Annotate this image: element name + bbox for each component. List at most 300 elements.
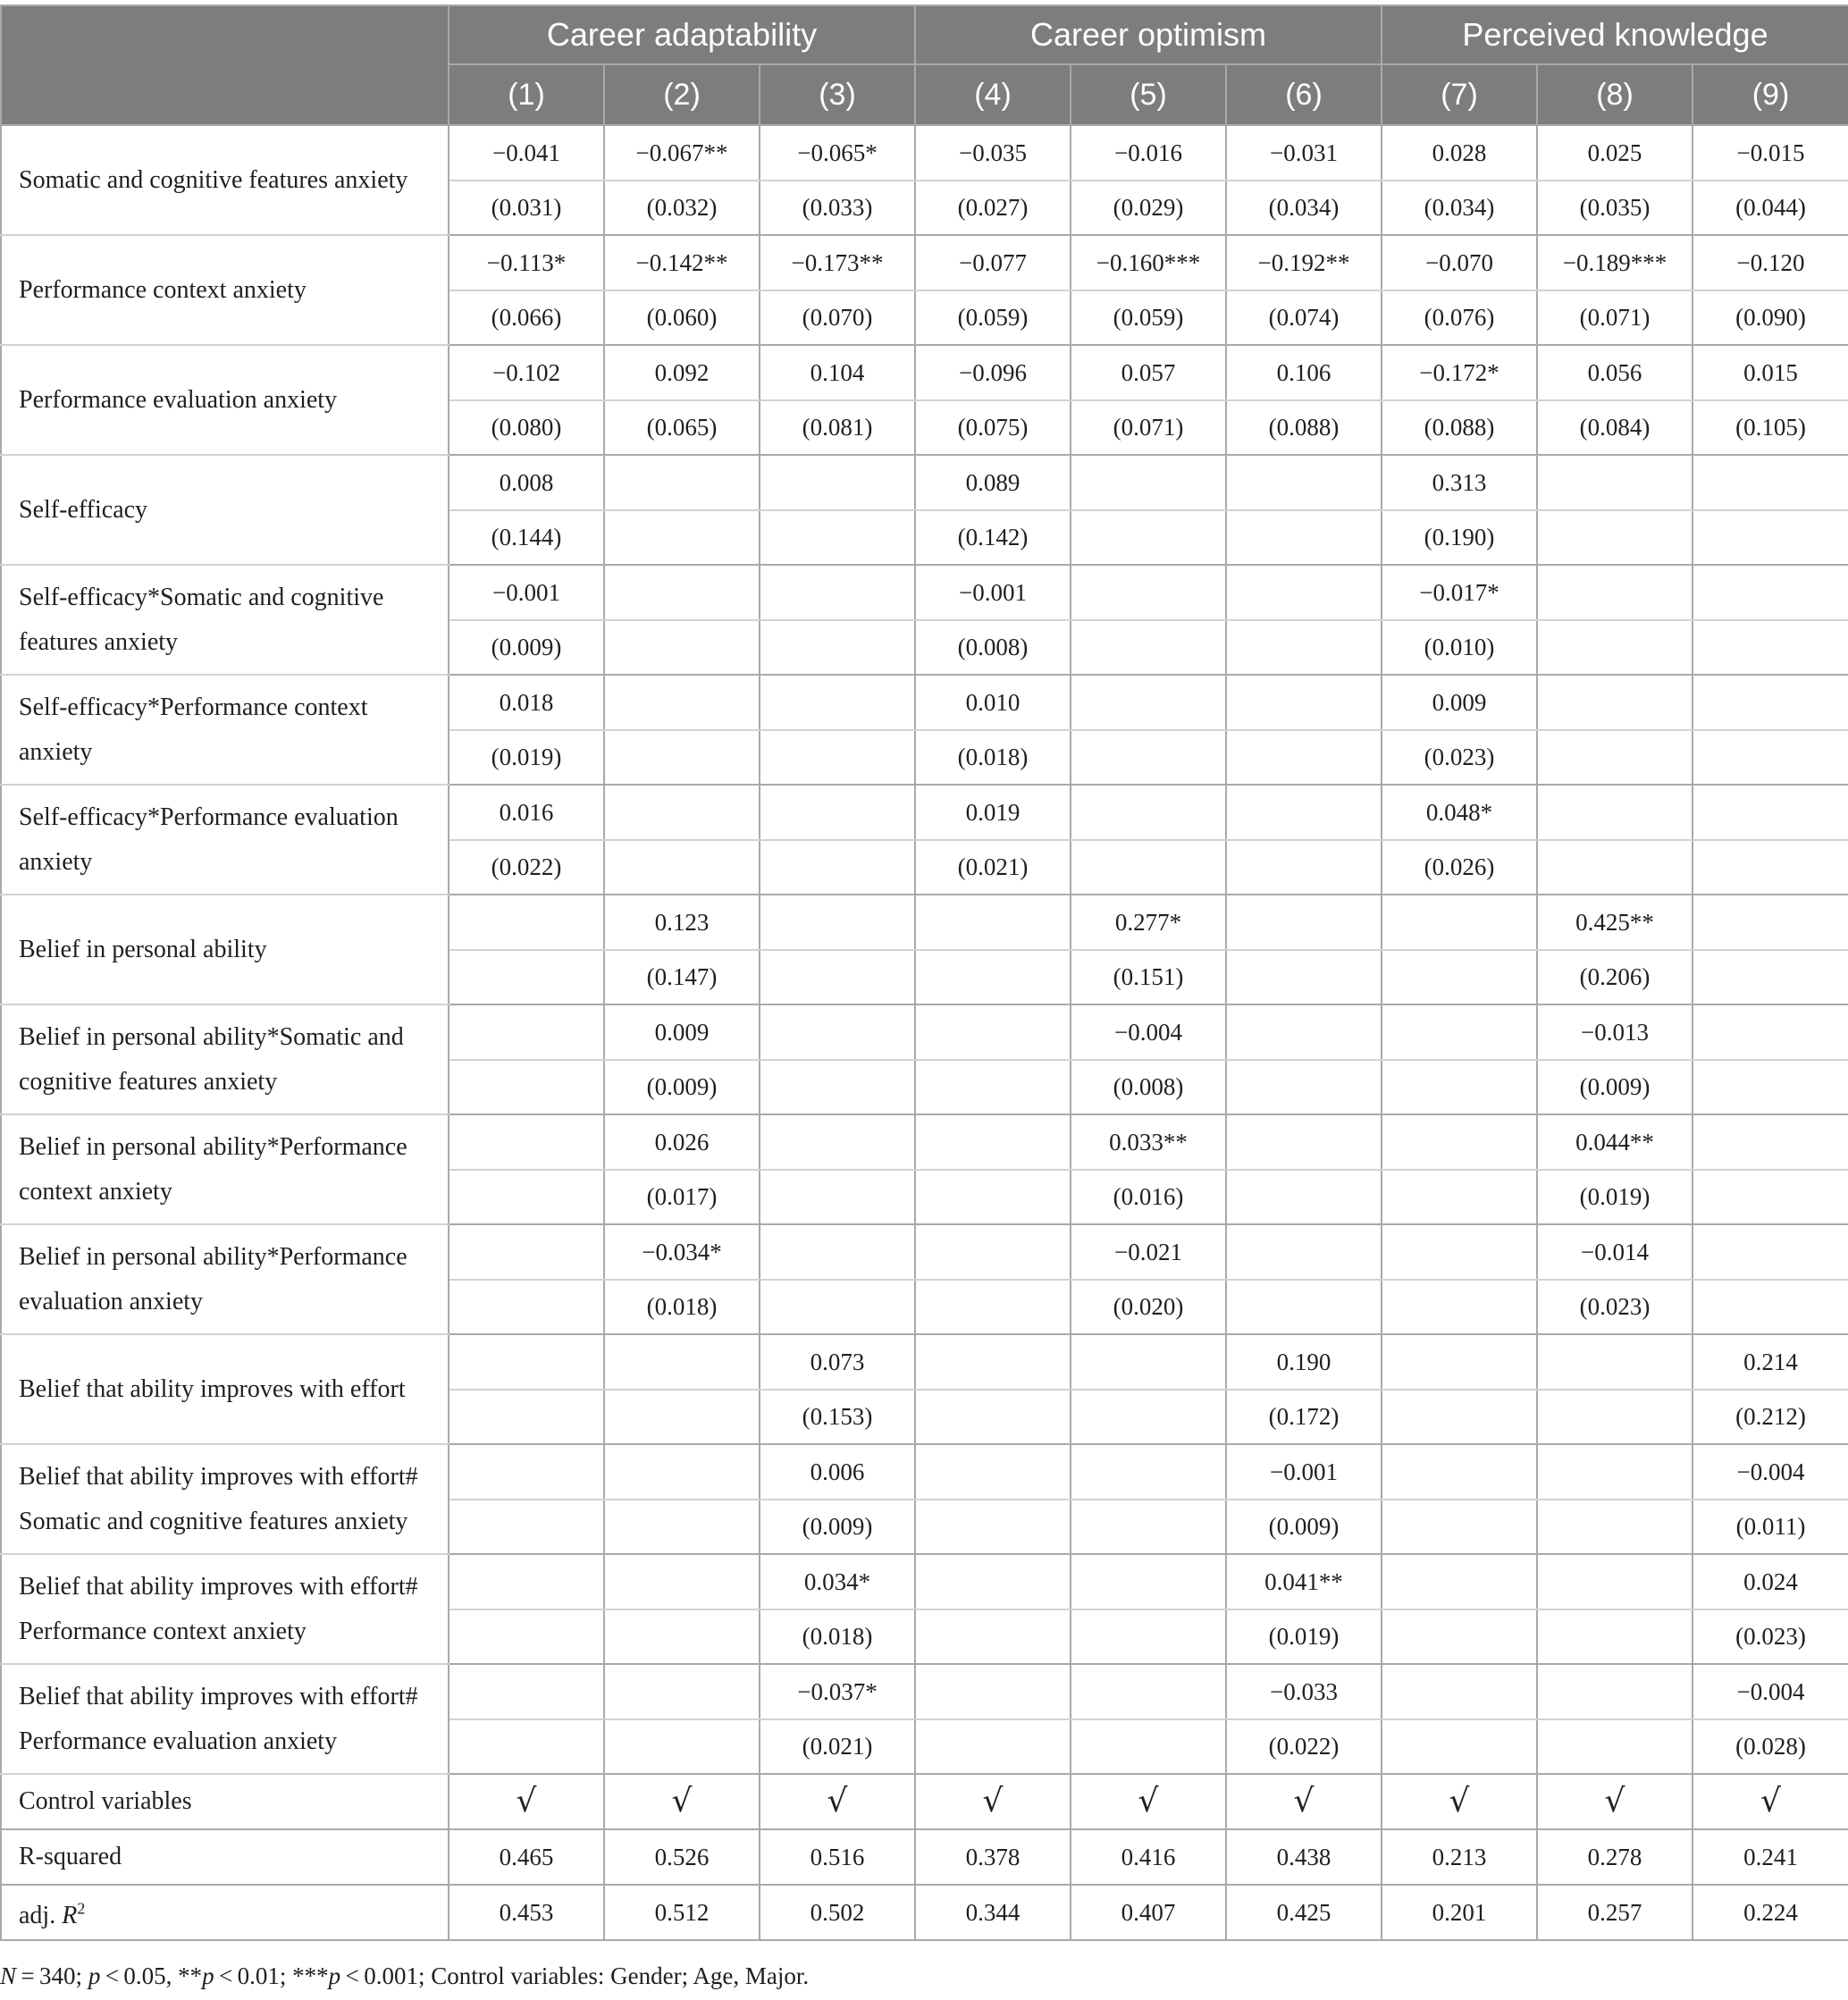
coefficient-cell: −0.014 xyxy=(1537,1224,1693,1280)
standard-error-cell xyxy=(1693,840,1848,895)
standard-error-cell: (0.009) xyxy=(1537,1060,1693,1115)
coefficient-cell xyxy=(1226,1114,1382,1170)
coefficient-cell: −0.031 xyxy=(1226,125,1382,181)
group-career-optimism: Career optimism xyxy=(915,5,1382,64)
standard-error-cell: (0.090) xyxy=(1693,290,1848,346)
table-row xyxy=(1,1004,1848,1060)
standard-error-cell xyxy=(449,950,604,1005)
standard-error-cell: (0.026) xyxy=(1382,840,1537,895)
coefficient-cell xyxy=(1071,1444,1226,1500)
coefficient-cell xyxy=(760,1004,915,1060)
standard-error-cell xyxy=(1693,510,1848,566)
coefficient-cell: 0.214 xyxy=(1693,1334,1848,1390)
standard-error-cell: (0.019) xyxy=(1226,1609,1382,1665)
model-number-7: (7) xyxy=(1382,64,1537,125)
coefficient-cell xyxy=(1382,1664,1537,1719)
standard-error-cell: (0.009) xyxy=(760,1500,915,1555)
coefficient-cell xyxy=(1537,785,1693,840)
coefficient-cell: 0.092 xyxy=(604,345,760,400)
standard-error-cell xyxy=(1382,1609,1537,1665)
standard-error-cell xyxy=(915,950,1071,1005)
coefficient-cell: 0.123 xyxy=(604,895,760,950)
standard-error-cell: (0.029) xyxy=(1071,181,1226,236)
summary-value-cell: 0.257 xyxy=(1537,1885,1693,1940)
coefficient-cell: −0.004 xyxy=(1693,1444,1848,1500)
coefficient-cell: 0.025 xyxy=(1537,125,1693,181)
standard-error-cell xyxy=(915,1390,1071,1445)
coefficient-cell xyxy=(449,1664,604,1719)
standard-error-cell: (0.009) xyxy=(604,1060,760,1115)
summary-value-cell: 0.201 xyxy=(1382,1885,1537,1940)
model-number-4: (4) xyxy=(915,64,1071,125)
standard-error-cell: (0.018) xyxy=(604,1280,760,1335)
group-career-adaptability: Career adaptability xyxy=(449,5,915,64)
coefficient-cell xyxy=(1226,785,1382,840)
standard-error-cell xyxy=(1226,620,1382,676)
standard-error-cell: (0.071) xyxy=(1537,290,1693,346)
coefficient-cell: −0.015 xyxy=(1693,125,1848,181)
coefficient-cell xyxy=(1693,565,1848,620)
standard-error-cell xyxy=(604,620,760,676)
model-number-3: (3) xyxy=(760,64,915,125)
standard-error-cell: (0.084) xyxy=(1537,400,1693,456)
standard-error-cell: (0.075) xyxy=(915,400,1071,456)
standard-error-cell xyxy=(449,1280,604,1335)
standard-error-cell xyxy=(915,1170,1071,1225)
coefficient-cell xyxy=(604,1334,760,1390)
coefficient-cell xyxy=(1226,1224,1382,1280)
standard-error-cell xyxy=(915,1280,1071,1335)
coefficient-cell: −0.037* xyxy=(760,1664,915,1719)
standard-error-cell xyxy=(915,1060,1071,1115)
standard-error-cell xyxy=(760,730,915,786)
coefficient-cell: 0.057 xyxy=(1071,345,1226,400)
table-row xyxy=(1,345,1848,400)
variable-label: Belief that ability improves with effort# Performance evaluation anxiety xyxy=(1,1664,449,1774)
table-header xyxy=(1,5,1848,125)
coefficient-cell: −0.142** xyxy=(604,235,760,290)
table-row xyxy=(1,1114,1848,1170)
summary-value-cell: 0.465 xyxy=(449,1829,604,1885)
standard-error-cell xyxy=(1382,1719,1537,1775)
standard-error-cell xyxy=(760,620,915,676)
coefficient-cell: −0.189*** xyxy=(1537,235,1693,290)
standard-error-cell: (0.153) xyxy=(760,1390,915,1445)
coefficient-cell: 0.106 xyxy=(1226,345,1382,400)
model-number-9: (9) xyxy=(1693,64,1848,125)
coefficient-cell xyxy=(1071,785,1226,840)
standard-error-cell: (0.060) xyxy=(604,290,760,346)
coefficient-cell: −0.173** xyxy=(760,235,915,290)
standard-error-cell xyxy=(1693,620,1848,676)
coefficient-cell: 0.016 xyxy=(449,785,604,840)
coefficient-cell: −0.001 xyxy=(915,565,1071,620)
coefficient-cell xyxy=(1071,1554,1226,1609)
standard-error-cell: (0.018) xyxy=(760,1609,915,1665)
coefficient-cell xyxy=(1537,1554,1693,1609)
summary-value-cell: 0.378 xyxy=(915,1829,1071,1885)
coefficient-cell: 0.425** xyxy=(1537,895,1693,950)
standard-error-cell: (0.144) xyxy=(449,510,604,566)
footnote-sample-size: = 340; xyxy=(16,1962,88,1989)
standard-error-cell xyxy=(604,510,760,566)
coefficient-cell xyxy=(1226,895,1382,950)
coefficient-cell: −0.102 xyxy=(449,345,604,400)
standard-error-cell xyxy=(1537,1500,1693,1555)
standard-error-cell: (0.088) xyxy=(1382,400,1537,456)
coefficient-cell: −0.113* xyxy=(449,235,604,290)
coefficient-cell: 0.028 xyxy=(1382,125,1537,181)
coefficient-cell xyxy=(604,785,760,840)
variable-label: Belief in personal ability*Performance context anxiety xyxy=(1,1114,449,1224)
coefficient-cell: −0.172* xyxy=(1382,345,1537,400)
summary-value-cell: 0.344 xyxy=(915,1885,1071,1940)
check-mark-icon: √ xyxy=(1693,1774,1848,1829)
coefficient-cell xyxy=(915,1444,1071,1500)
standard-error-cell xyxy=(449,1500,604,1555)
standard-error-cell xyxy=(1537,1719,1693,1775)
standard-error-cell: (0.076) xyxy=(1382,290,1537,346)
coefficient-cell xyxy=(1693,785,1848,840)
coefficient-cell: 0.041** xyxy=(1226,1554,1382,1609)
standard-error-cell: (0.011) xyxy=(1693,1500,1848,1555)
coefficient-cell xyxy=(1071,675,1226,730)
check-mark-icon: √ xyxy=(1382,1774,1537,1829)
standard-error-cell xyxy=(1382,950,1537,1005)
coefficient-cell xyxy=(1226,455,1382,510)
standard-error-cell xyxy=(1071,620,1226,676)
coefficient-cell xyxy=(915,1554,1071,1609)
table-row xyxy=(1,455,1848,510)
summary-label: R-squared xyxy=(1,1829,449,1885)
standard-error-cell xyxy=(760,1060,915,1115)
summary-label: Control variables xyxy=(1,1774,449,1829)
standard-error-cell: (0.035) xyxy=(1537,181,1693,236)
standard-error-cell: (0.021) xyxy=(760,1719,915,1775)
standard-error-cell xyxy=(449,1060,604,1115)
table-row xyxy=(1,1334,1848,1390)
coefficient-cell xyxy=(1537,675,1693,730)
summary-value-cell: 0.407 xyxy=(1071,1885,1226,1940)
coefficient-cell xyxy=(1693,895,1848,950)
table-row xyxy=(1,895,1848,950)
coefficient-cell: −0.077 xyxy=(915,235,1071,290)
standard-error-cell: (0.212) xyxy=(1693,1390,1848,1445)
standard-error-cell: (0.010) xyxy=(1382,620,1537,676)
variable-label: Belief that ability improves with effort# Somatic and cognitive features anxiety xyxy=(1,1444,449,1554)
coefficient-cell xyxy=(449,1334,604,1390)
coefficient-cell xyxy=(760,1114,915,1170)
coefficient-cell: 0.313 xyxy=(1382,455,1537,510)
summary-row xyxy=(1,1885,1848,1940)
summary-value-cell: 0.516 xyxy=(760,1829,915,1885)
header-corner-cell xyxy=(1,5,449,125)
coefficient-cell xyxy=(1693,1224,1848,1280)
coefficient-cell: −0.120 xyxy=(1693,235,1848,290)
summary-value-cell: 0.438 xyxy=(1226,1829,1382,1885)
coefficient-cell: −0.004 xyxy=(1693,1664,1848,1719)
summary-value-cell: 0.213 xyxy=(1382,1829,1537,1885)
summary-label-text: adj. $R^2$ xyxy=(19,1899,86,1930)
table-footnote xyxy=(0,1962,809,1990)
coefficient-cell xyxy=(604,1444,760,1500)
table-row xyxy=(1,1554,1848,1609)
coefficient-cell xyxy=(915,1334,1071,1390)
table-row xyxy=(1,1664,1848,1719)
model-number-5: (5) xyxy=(1071,64,1226,125)
coefficient-cell: 0.056 xyxy=(1537,345,1693,400)
summary-value-cell: 0.526 xyxy=(604,1829,760,1885)
table-row xyxy=(1,1224,1848,1280)
summary-value-cell: 0.425 xyxy=(1226,1885,1382,1940)
standard-error-cell: (0.033) xyxy=(760,181,915,236)
standard-error-cell xyxy=(760,1170,915,1225)
standard-error-cell: (0.059) xyxy=(915,290,1071,346)
standard-error-cell xyxy=(1537,840,1693,895)
coefficient-cell: −0.004 xyxy=(1071,1004,1226,1060)
coefficient-cell: 0.019 xyxy=(915,785,1071,840)
coefficient-cell: 0.008 xyxy=(449,455,604,510)
standard-error-cell: (0.017) xyxy=(604,1170,760,1225)
coefficient-cell xyxy=(604,675,760,730)
coefficient-cell: 0.044** xyxy=(1537,1114,1693,1170)
coefficient-cell: 0.104 xyxy=(760,345,915,400)
standard-error-cell: (0.019) xyxy=(449,730,604,786)
footnote-p-symbol: p xyxy=(202,1962,214,1989)
standard-error-cell: (0.009) xyxy=(449,620,604,676)
standard-error-cell: (0.019) xyxy=(1537,1170,1693,1225)
variable-label: Somatic and cognitive features anxiety xyxy=(1,125,449,235)
standard-error-cell: (0.028) xyxy=(1693,1719,1848,1775)
standard-error-cell xyxy=(760,840,915,895)
standard-error-cell: (0.070) xyxy=(760,290,915,346)
check-mark-icon: √ xyxy=(1071,1774,1226,1829)
coefficient-cell: 0.009 xyxy=(604,1004,760,1060)
standard-error-cell: (0.066) xyxy=(449,290,604,346)
standard-error-cell: (0.081) xyxy=(760,400,915,456)
check-mark-icon: √ xyxy=(915,1774,1071,1829)
standard-error-cell: (0.021) xyxy=(915,840,1071,895)
standard-error-cell: (0.105) xyxy=(1693,400,1848,456)
summary-value-cell: 0.224 xyxy=(1693,1885,1848,1940)
standard-error-cell xyxy=(1071,730,1226,786)
summary-row xyxy=(1,1829,1848,1885)
table-body xyxy=(1,125,1848,1940)
standard-error-cell xyxy=(760,950,915,1005)
footnote-threshold-2: < 0.01; *** xyxy=(214,1962,329,1989)
coefficient-cell: −0.070 xyxy=(1382,235,1537,290)
standard-error-cell xyxy=(604,1719,760,1775)
standard-error-cell xyxy=(449,1719,604,1775)
coefficient-cell xyxy=(1382,1444,1537,1500)
standard-error-cell xyxy=(604,1500,760,1555)
coefficient-cell: 0.033** xyxy=(1071,1114,1226,1170)
standard-error-cell: (0.032) xyxy=(604,181,760,236)
coefficient-cell xyxy=(760,895,915,950)
standard-error-cell xyxy=(1226,510,1382,566)
standard-error-cell xyxy=(1693,950,1848,1005)
coefficient-cell xyxy=(1226,565,1382,620)
coefficient-cell xyxy=(1693,675,1848,730)
coefficient-cell xyxy=(449,895,604,950)
standard-error-cell: (0.190) xyxy=(1382,510,1537,566)
coefficient-cell xyxy=(604,1554,760,1609)
standard-error-cell: (0.022) xyxy=(1226,1719,1382,1775)
group-perceived-knowledge: Perceived knowledge xyxy=(1382,5,1848,64)
footnote-p-symbol: p xyxy=(88,1962,101,1989)
standard-error-cell xyxy=(449,1609,604,1665)
coefficient-cell xyxy=(915,1004,1071,1060)
coefficient-cell: −0.033 xyxy=(1226,1664,1382,1719)
coefficient-cell xyxy=(449,1224,604,1280)
coefficient-cell xyxy=(760,675,915,730)
coefficient-cell: −0.096 xyxy=(915,345,1071,400)
standard-error-cell xyxy=(449,1170,604,1225)
coefficient-cell xyxy=(449,1004,604,1060)
variable-label: Performance evaluation anxiety xyxy=(1,345,449,455)
standard-error-cell: (0.022) xyxy=(449,840,604,895)
regression-table xyxy=(0,4,1848,1941)
standard-error-cell xyxy=(449,1390,604,1445)
standard-error-cell: (0.206) xyxy=(1537,950,1693,1005)
standard-error-cell: (0.008) xyxy=(915,620,1071,676)
variable-label: Self-efficacy*Performance evaluation anxiety xyxy=(1,785,449,895)
coefficient-cell: 0.048* xyxy=(1382,785,1537,840)
model-number-2: (2) xyxy=(604,64,760,125)
standard-error-cell: (0.018) xyxy=(915,730,1071,786)
coefficient-cell xyxy=(915,1664,1071,1719)
standard-error-cell: (0.023) xyxy=(1693,1609,1848,1665)
standard-error-cell xyxy=(1537,1609,1693,1665)
coefficient-cell xyxy=(604,1664,760,1719)
footnote-threshold-1: < 0.05, ** xyxy=(100,1962,203,1989)
standard-error-cell xyxy=(1537,730,1693,786)
table-row xyxy=(1,125,1848,181)
standard-error-cell xyxy=(1226,840,1382,895)
variable-label: Self-efficacy*Somatic and cognitive features anxiety xyxy=(1,565,449,675)
coefficient-cell: 0.073 xyxy=(760,1334,915,1390)
coefficient-cell xyxy=(915,1114,1071,1170)
standard-error-cell: (0.020) xyxy=(1071,1280,1226,1335)
coefficient-cell: −0.001 xyxy=(1226,1444,1382,1500)
standard-error-cell: (0.151) xyxy=(1071,950,1226,1005)
summary-row xyxy=(1,1774,1848,1829)
coefficient-cell: −0.160*** xyxy=(1071,235,1226,290)
standard-error-cell xyxy=(1693,1280,1848,1335)
variable-label: Self-efficacy xyxy=(1,455,449,565)
standard-error-cell: (0.044) xyxy=(1693,181,1848,236)
summary-value-cell: 0.278 xyxy=(1537,1829,1693,1885)
summary-value-cell: 0.241 xyxy=(1693,1829,1848,1885)
standard-error-cell xyxy=(1071,1500,1226,1555)
standard-error-cell: (0.008) xyxy=(1071,1060,1226,1115)
footnote-p-symbol: p xyxy=(328,1962,341,1989)
standard-error-cell: (0.023) xyxy=(1537,1280,1693,1335)
coefficient-cell: 0.024 xyxy=(1693,1554,1848,1609)
standard-error-cell: (0.027) xyxy=(915,181,1071,236)
coefficient-cell xyxy=(1537,1444,1693,1500)
coefficient-cell xyxy=(1226,675,1382,730)
coefficient-cell: 0.089 xyxy=(915,455,1071,510)
standard-error-cell: (0.172) xyxy=(1226,1390,1382,1445)
standard-error-cell: (0.142) xyxy=(915,510,1071,566)
standard-error-cell xyxy=(1382,1170,1537,1225)
table-row xyxy=(1,785,1848,840)
coefficient-cell: 0.034* xyxy=(760,1554,915,1609)
standard-error-cell xyxy=(1071,1609,1226,1665)
summary-label xyxy=(1,1885,449,1940)
standard-error-cell: (0.059) xyxy=(1071,290,1226,346)
model-number-1: (1) xyxy=(449,64,604,125)
coefficient-cell xyxy=(1071,1334,1226,1390)
standard-error-cell xyxy=(1693,1060,1848,1115)
standard-error-cell: (0.023) xyxy=(1382,730,1537,786)
coefficient-cell xyxy=(1382,1114,1537,1170)
coefficient-cell xyxy=(760,1224,915,1280)
coefficient-cell: 0.006 xyxy=(760,1444,915,1500)
coefficient-cell xyxy=(604,455,760,510)
coefficient-cell xyxy=(1382,895,1537,950)
standard-error-cell xyxy=(1226,1170,1382,1225)
standard-error-cell: (0.016) xyxy=(1071,1170,1226,1225)
standard-error-cell xyxy=(1226,1060,1382,1115)
coefficient-cell: −0.021 xyxy=(1071,1224,1226,1280)
coefficient-cell xyxy=(449,1114,604,1170)
standard-error-cell: (0.031) xyxy=(449,181,604,236)
coefficient-cell xyxy=(1071,1664,1226,1719)
header-group-row xyxy=(1,5,1848,64)
coefficient-cell: −0.013 xyxy=(1537,1004,1693,1060)
standard-error-cell xyxy=(1693,730,1848,786)
variable-label: Belief in personal ability*Performance evaluation anxiety xyxy=(1,1224,449,1334)
standard-error-cell: (0.071) xyxy=(1071,400,1226,456)
model-number-6: (6) xyxy=(1226,64,1382,125)
coefficient-cell: 0.018 xyxy=(449,675,604,730)
summary-value-cell: 0.453 xyxy=(449,1885,604,1940)
coefficient-cell: 0.277* xyxy=(1071,895,1226,950)
check-mark-icon: √ xyxy=(1226,1774,1382,1829)
coefficient-cell: −0.041 xyxy=(449,125,604,181)
standard-error-cell xyxy=(1071,1719,1226,1775)
coefficient-cell xyxy=(449,1444,604,1500)
coefficient-cell: 0.190 xyxy=(1226,1334,1382,1390)
check-mark-icon: √ xyxy=(604,1774,760,1829)
coefficient-cell xyxy=(1693,455,1848,510)
standard-error-cell xyxy=(1071,510,1226,566)
standard-error-cell xyxy=(1382,1390,1537,1445)
standard-error-cell xyxy=(1537,510,1693,566)
standard-error-cell xyxy=(760,510,915,566)
coefficient-cell xyxy=(1537,565,1693,620)
standard-error-cell: (0.088) xyxy=(1226,400,1382,456)
variable-label: Belief that ability improves with effort xyxy=(1,1334,449,1444)
coefficient-cell xyxy=(915,1224,1071,1280)
coefficient-cell: 0.015 xyxy=(1693,345,1848,400)
standard-error-cell xyxy=(604,840,760,895)
standard-error-cell xyxy=(604,730,760,786)
coefficient-cell xyxy=(1537,1334,1693,1390)
coefficient-cell xyxy=(1071,455,1226,510)
coefficient-cell: 0.026 xyxy=(604,1114,760,1170)
standard-error-cell: (0.034) xyxy=(1382,181,1537,236)
standard-error-cell xyxy=(1693,1170,1848,1225)
table-row xyxy=(1,565,1848,620)
coefficient-cell xyxy=(604,565,760,620)
coefficient-cell xyxy=(1537,455,1693,510)
standard-error-cell xyxy=(1226,730,1382,786)
coefficient-cell xyxy=(1693,1114,1848,1170)
standard-error-cell: (0.074) xyxy=(1226,290,1382,346)
